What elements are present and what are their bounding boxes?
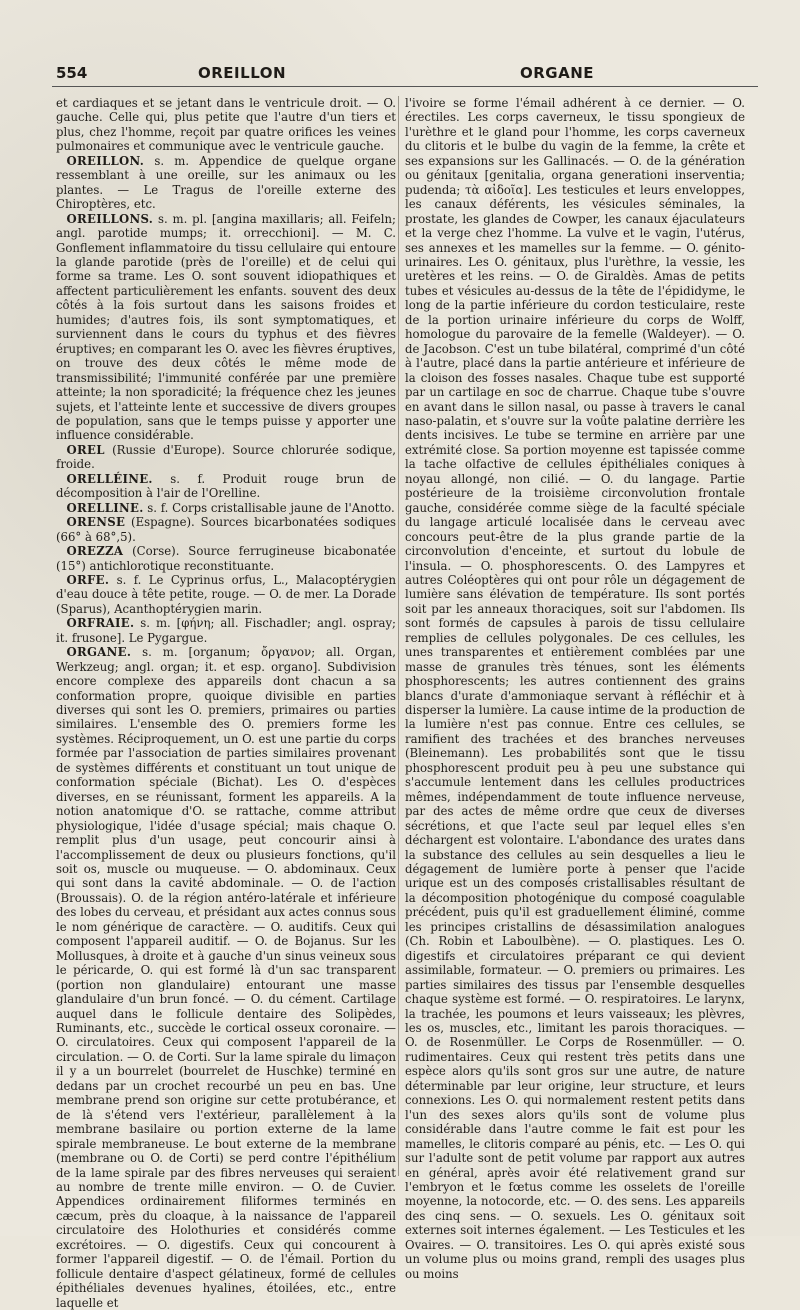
- entry-text: et cardiaques et se jetant dans le ventricule droit. — O. gauche. Celle qui, plus petite que l'autre d'un tiers et plus, chez l'homme, reçoit par quatre orifices les veines pulmonaires et communique avec le ventricule gauche.: [56, 96, 396, 154]
- left-column: [56, 96, 396, 1310]
- entry-text: (Corse). Source ferrugineuse bicabonatée (15°) antichlorotique reconstituante.: [56, 544, 396, 573]
- entry-text: (Russie d'Europe). Source chlorurée sodique, froide.: [56, 442, 396, 472]
- continued-paragraph: [56, 96, 396, 154]
- right-column: [405, 96, 745, 1281]
- entry-text: s. m. [φήνη; all. Fischadler; angl. ospray; it. frusone]. Le Pygargue.: [56, 616, 396, 645]
- right-guide-word: ORGANE: [520, 64, 595, 82]
- running-header: [48, 60, 758, 88]
- column-divider: [398, 96, 399, 1176]
- entry-headword: ORELLÉINE.: [66, 471, 153, 486]
- dictionary-entry: [56, 515, 396, 544]
- entry-headword: OREL: [66, 442, 105, 457]
- entry-text: l'ivoire se forme l'émail adhérent à ce dernier. — O. érectiles. Les corps caverneux, le tissu spongieux de l'urèthre et le gland pour l'homme, les corps caverneux du clitoris et le bulbe du vagin de la femme, la crête et ses expansions sur les Gallinacés. — O. de la génération ou génitaux [genitalia, organa generationi inserventia; pudenda; τὰ αἰδοῖα]. Les testicules et leurs enveloppes, les canaux déférents, les vésicules séminales, la prostate, les glandes de Cowper, les canaux éjaculateurs et la verge chez l'homme. La vulve et le vagin, l'utérus, ses annexes et les mamelles sur la femme. — O. génito-urinaires. Les O. génitaux, plus l'urèthre, la vessie, les uretères et les reins. — O. de Giraldès. Amas de petits tubes et vésicules au-dessus de la tête de l'épididyme, le long de la partie inférieure du cordon testiculaire, reste de la portion urinaire inférieure du corps de Wolff, homologue du parovaire de la femelle (Waldeyer). — O. de Jacobson. C'est un tube bilatéral, comprimé d'un côté à l'autre, placé dans la partie antérieure et inférieure de la cloison des fosses nasales. Chaque tube est supporté par un cartilage en soc de charrue. Chaque tube s'ouvre en avant dans le sillon nasal, ou passe à travers le canal naso-palatin, et s'ouvre sur la voûte palatine derrière les dents incisives. Le tube se termine en arrière par une extrémité close. Sa portion moyenne est tapissée comme la tache olfactive de cellules épithéliales coniques à noyau allongé, non cilié. — O. du langage. Partie postérieure de la troisième circonvolution frontale gauche, considérée comme siège de la faculté spéciale du langage articulé localisée dans le cerveau avec concours peut-être de la plus grande partie de la circonvolution d'enceinte, et surtout du lobule de l'insula. — O. phosphorescents. O. des Lampyres et autres Coléoptères qui ont pour rôle un dégagement de lumière sans élévation de température. Ils sont portés soit par les anneaux thoraciques, soit sur l'abdomen. Ils sont formés de capsules à parois de tissu cellulaire remplies de cellules polygonales. De ces cellules, les unes transparentes et entièrement comblées par une masse de granules très ténues, sont les éléments phosphorescents; les autres contiennent des grains blancs d'urate d'ammoniaque servant à réfléchir et à disperser la lumière. La cause intime de la production de la lumière n'est pas connue. Entre ces cellules, se ramifient des trachées et des branches nerveuses (Bleinemann). Les probabilités sont que le tissu phosphorescent produit peu à peu une substance qui s'accumule lentement dans les cellules productrices mêmes, indépendamment de toute influence nerveuse, par des actes de même ordre que ceux de diverses sécrétions, et que l'acte seul par lequel elles s'en déchargent est volontaire. L'abondance des urates dans la substance des cellules au sein desquelles a lieu le dégagement de lumière porte à penser que l'acide urique est un des composés cristallisables résultant de la décomposition photogénique du composé coagulable précédent, puis qu'il est graduellement éliminé, comme les principes cristallins de désassimilation analogues (Ch. Robin et Laboulbène). — O. plastiques. Les O. digestifs et circulatoires préparant ce qui devient assimilable, formateur. — O. premiers ou primaires. Les parties similaires des tissus par l'ensemble desquelles chaque système est formé. — O. respiratoires. Le larynx, la trachée, les poumons et leurs vaisseaux; les plèvres, les os, muscles, etc., limitant les parois thoraciques. — O. de Rosenmüller. Le Corps de Rosenmüller. — O. rudimentaires. Ceux qui restent très petits dans une espèce alors qu'ils sont gros sur une autre, de nature déterminable par leur origine, leur structure, et leurs connexions. Les O. qui normalement restent petits dans l'un des sexes alors qu'ils sont de volume plus considérable dans l'autre comme le fait est pour les mamelles, le clitoris comparé au pénis, etc. — Les O. qui sur l'adulte sont de petit volume par rapport aux autres en général, après avoir été relativement grand sur l'embryon et le fœtus comme les osselets de l'oreille moyenne, la notocorde, etc. — O. des sens. Les appareils des cinq sens. — O. sexuels. Les O. génitaux soit externes soit internes également. — Les Testicules et les Ovaires. — O. transitoires. Les O. qui après existé sous un volume plus ou moins grand, rempli des usages plus ou moins: [405, 96, 745, 1281]
- entry-headword: OREZZA: [66, 544, 124, 559]
- dictionary-entry: [56, 443, 396, 472]
- entry-headword: ORENSE: [66, 515, 126, 530]
- dictionary-entry: [56, 472, 396, 501]
- dictionary-entry: [56, 212, 396, 443]
- left-guide-word: OREILLON: [198, 64, 287, 82]
- entry-headword: ORELLINE.: [66, 500, 144, 515]
- dictionary-entry: [56, 544, 396, 573]
- entry-headword: OREILLONS.: [66, 211, 154, 226]
- continued-paragraph: [405, 96, 745, 1281]
- entry-text: (Espagne). Sources bicarbonatées sodiques (66° à 68°,5).: [56, 515, 396, 544]
- entry-text: s. m. [organum; ὄργανον; all. Organ, Werkzeug; angl. organ; it. et esp. organo]. Subdivision encore complexe des appareils dont chacun a sa conformation propre, quoique divisible en parties diverses qui sont les O. premiers, primaires ou parties similaires. L'ensemble des O. premiers forme les systèmes. Réciproquement, un O. est une partie du corps formée par l'association de parties similaires provenant de systèmes différents et constituant un tout unique de conformation spéciale (Bichat). Les O. d'espèces diverses, en se réunissant, forment les appareils. A la notion anatomique d'O. se rattache, comme attribut physiologique, l'idée d'usage spécial; mais chaque O. remplit plus d'un usage, peut concourir ainsi à l'accomplissement de deux ou plusieurs fonctions, qu'il soit os, muscle ou muqueuse. — O. abdominaux. Ceux qui sont dans la cavité abdominale. — O. de l'action (Broussais). O. de la région antéro-latérale et inférieure des lobes du cerveau, et présidant aux actes connus sous le nom générique de caractère. — O. auditifs. Ceux qui composent l'appareil auditif. — O. de Bojanus. Sur les Mollusques, à droite et à gauche d'un sinus veineux sous le péricarde, O. qui est formé là d'un sac transparent (portion non glandulaire) entourant une masse glandulaire d'un brun foncé. — O. du cément. Cartilage auquel dans le follicule dentaire des Solipèdes, Ruminants, etc., succède le cortical osseux coronaire. — O. circulatoires. Ceux qui composent l'appareil de la circulation. — O. de Corti. Sur la lame spirale du limaçon il y a un bourrelet (bourrelet de Huschke) terminé en dedans par un crochet recourbé un peu en bas. Une membrane prend son origine sur cette protubérance, et de là s'étend vers l'extérieur, parallèlement à la membrane basilaire ou portion externe de la lame spirale membraneuse. Le bout externe de la membrane (membrane ou O. de Corti) se perd contre l'épithélium de la lame spirale par des fibres nerveuses qui seraient au nombre de trente mille environ. — O. de Cuvier. Appendices ordinairement filiformes terminés en cæcum, près du cloaque, à la naissance de l'appareil circulatoire des Holothuries et considérés comme excrétoires. — O. digestifs. Ceux qui concourent à former l'appareil digestif. — O. de l'émail. Portion du follicule dentaire d'aspect gélatineux, formé de cellules épithéliales devenues hyalines, étoilées, etc., entre laquelle et: [56, 645, 396, 1310]
- entry-text: s. f. Corps cristallisable jaune de l'Anotto.: [143, 500, 395, 515]
- entry-text: s. f. Produit rouge brun de décomposition à l'air de l'Orelline.: [56, 471, 396, 501]
- entry-headword: ORFE.: [66, 572, 110, 587]
- dictionary-entry: [56, 616, 396, 645]
- dictionary-entry: [56, 573, 396, 616]
- page-number: 554: [56, 64, 88, 82]
- entry-text: s. m. pl. [angina maxillaris; all. Feifeln; angl. parotide mumps; it. orrecchioni]. — M. C. Gonflement inflammatoire du tissu cellulaire qui entoure la glande parotide (près de l'oreille) et de celui qui forme sa trame. Les O. sont souvent idiopathiques et affectent particulièrement les enfants. souvent des deux côtés à la fois surtout dans les saisons froides et humides; d'autres fois, ils sont symptomatiques, et surviennent dans le cours du typhus et des fièvres éruptives; en comparant les O. avec les fièvres éruptives, on trouve des deux côtés le même mode de transmissibilité; l'immunité conférée par une première atteinte; la non sporadicité; la fréquence chez les jeunes sujets, et l'atteinte lente et successive de divers groupes de population, sans que le temps puisse y apporter une influence considérable.: [56, 211, 396, 443]
- entry-headword: OREILLON.: [66, 153, 145, 168]
- entry-text: s. m. Appendice de quelque organe ressemblant à une oreille, sur les animaux ou les plantes. — Le Tragus de l'oreille externe des Chiroptères, etc.: [56, 153, 396, 212]
- dictionary-entry: [56, 154, 396, 212]
- header-rule: [52, 86, 758, 87]
- dictionary-entry: [56, 501, 396, 515]
- entry-headword: ORGANE.: [66, 645, 132, 660]
- entry-headword: ORFRAIE.: [66, 616, 135, 631]
- entry-text: s. f. Le Cyprinus orfus, L., Malacoptérygien d'eau douce à tête petite, rouge. — O. de mer. La Dorade (Sparus), Acanthoptérygien marin.: [56, 572, 396, 616]
- dictionary-entry: [56, 645, 396, 1310]
